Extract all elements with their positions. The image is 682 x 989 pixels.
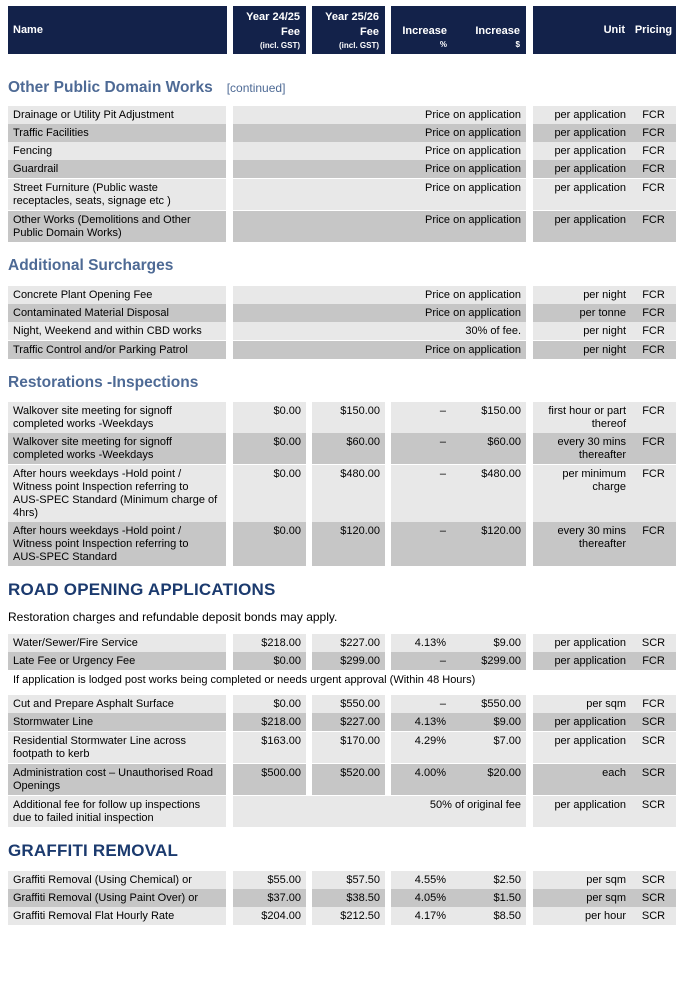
row-increase-dollar: $9.00: [453, 634, 526, 652]
row-name: [8, 211, 226, 242]
row-name: [8, 179, 226, 210]
table-row: [0, 106, 682, 124]
header-fee-2425-year: Year 24/25: [246, 10, 300, 23]
row-pricing: SCR: [631, 732, 676, 763]
row-increase-percent: –: [391, 402, 453, 433]
row-fee-2425: $0.00: [233, 522, 306, 566]
row-fee-2425: $218.00: [233, 634, 306, 652]
header-increase: [391, 6, 526, 54]
row-name-line: receptacles, seats, signage etc ): [13, 195, 171, 207]
row-unit: per application: [533, 732, 631, 763]
table-row: [0, 907, 682, 925]
table-row: [0, 402, 682, 433]
row-fee-2526: $212.50: [312, 907, 385, 925]
row-unit: per sqm: [533, 695, 631, 713]
row-name: [8, 522, 226, 566]
row-increase-percent: 4.13%: [391, 713, 453, 731]
row-unit: per sqm: [533, 889, 631, 907]
row-pricing: FCR: [631, 179, 676, 210]
table-row: [0, 465, 682, 522]
table-row: [0, 695, 682, 713]
row-pricing: FCR: [631, 522, 676, 566]
row-price: Price on application: [233, 179, 526, 210]
row-unit-line: every 30 mins: [557, 436, 626, 448]
row-unit-line: thereafter: [578, 538, 626, 550]
row-fee-2526: $150.00: [312, 402, 385, 433]
row-name: [8, 796, 226, 827]
section-title-additional-surcharges: [8, 257, 173, 275]
table-row: [0, 304, 682, 322]
row-price: Price on application: [233, 106, 526, 124]
row-pricing: SCR: [631, 889, 676, 907]
row-fee-2425: $55.00: [233, 871, 306, 889]
row-fee-2425: $0.00: [233, 433, 306, 464]
row-name-line: 4hrs): [13, 507, 39, 519]
row-increase-percent: 4.29%: [391, 732, 453, 763]
table-row: [0, 871, 682, 889]
row-fee-2526: $227.00: [312, 634, 385, 652]
row-name: [8, 465, 226, 522]
row-name-line: due to failed initial inspection: [13, 812, 154, 824]
table-row: [0, 142, 682, 160]
row-unit-line: per minimum: [562, 468, 626, 480]
row-fee-2526: $520.00: [312, 764, 385, 795]
row-name: [8, 764, 226, 795]
row-fee-2425: $500.00: [233, 764, 306, 795]
row-name-line: completed works -Weekdays: [13, 449, 154, 461]
row-pricing: SCR: [631, 634, 676, 652]
row-unit-line: charge: [592, 481, 626, 493]
row-unit: per application: [533, 211, 631, 242]
row-increase-percent: 4.05%: [391, 889, 453, 907]
table-row: [0, 124, 682, 142]
row-unit: each: [533, 764, 631, 795]
row-name: [8, 402, 226, 433]
row-increase-dollar: $299.00: [453, 652, 526, 670]
row-name: Guardrail: [8, 160, 226, 178]
row-increase-dollar: $480.00: [453, 465, 526, 522]
row-name: [8, 732, 226, 763]
table-row: [0, 322, 682, 340]
row-fee-2425: $37.00: [233, 889, 306, 907]
section-title-text: Other Public Domain Works: [8, 79, 213, 96]
table-row: [0, 732, 682, 763]
row-fee-2425: $0.00: [233, 695, 306, 713]
table-row: [0, 634, 682, 652]
row-increase-percent: –: [391, 522, 453, 566]
row-unit: per night: [533, 341, 631, 359]
row-pricing: FCR: [631, 286, 676, 304]
row-increase-dollar: $120.00: [453, 522, 526, 566]
row-name: Graffiti Removal (Using Chemical) or: [8, 871, 226, 889]
table-row: [0, 764, 682, 795]
row-price: 30% of fee.: [233, 322, 526, 340]
header-unit-label: Unit: [603, 23, 625, 36]
section-title-graffiti-removal: [8, 841, 178, 861]
section-title-restorations-inspections: [8, 374, 198, 392]
row-unit-line: thereof: [591, 418, 626, 430]
table-row: [0, 796, 682, 827]
row-name-line: Walkover site meeting for signoff: [13, 405, 172, 417]
row-increase-dollar: $20.00: [453, 764, 526, 795]
row-fee-2526: $57.50: [312, 871, 385, 889]
row-unit: [533, 465, 631, 522]
row-name: Traffic Control and/or Parking Patrol: [8, 341, 226, 359]
row-name-line: Witness point Inspection referring to: [13, 538, 189, 550]
row-pricing: FCR: [631, 304, 676, 322]
row-name-line: Additional fee for follow up inspections: [13, 799, 201, 811]
row-name: Night, Weekend and within CBD works: [8, 322, 226, 340]
row-name-line: footpath to kerb: [13, 748, 90, 760]
row-name-line: Residential Stormwater Line across: [13, 735, 187, 747]
header-fee-2425: [233, 6, 306, 54]
row-unit: [533, 522, 631, 566]
table-row: [0, 889, 682, 907]
row-name-line: Street Furniture (Public waste: [13, 182, 158, 194]
row-pricing: SCR: [631, 907, 676, 925]
header-fee-2526-fee: Fee: [360, 25, 379, 38]
header-pricing: [631, 6, 676, 54]
table-row: [0, 286, 682, 304]
row-price: Price on application: [233, 124, 526, 142]
header-unit: [533, 6, 631, 54]
row-fee-2425: $0.00: [233, 652, 306, 670]
row-fee-2526: $227.00: [312, 713, 385, 731]
row-price: 50% of original fee: [233, 796, 526, 827]
section-title-text: GRAFFITI REMOVAL: [8, 841, 179, 860]
section-title-text: ROAD OPENING APPLICATIONS: [8, 580, 276, 599]
header-fee-2425-gst: (incl. GST): [260, 40, 300, 50]
row-fee-2425: $0.00: [233, 402, 306, 433]
row-increase-percent: 4.00%: [391, 764, 453, 795]
row-name-line: completed works -Weekdays: [13, 418, 154, 430]
row-fee-2526: $480.00: [312, 465, 385, 522]
header-increase-percent-unit: %: [439, 40, 447, 49]
row-increase-percent: –: [391, 695, 453, 713]
table-row: [0, 433, 682, 464]
row-increase-percent: –: [391, 433, 453, 464]
row-name-line: Administration cost – Unauthorised Road: [13, 767, 213, 779]
row-fee-2526: $60.00: [312, 433, 385, 464]
row-pricing: FCR: [631, 341, 676, 359]
header-increase-dollar: [453, 6, 526, 54]
row-unit: per tonne: [533, 304, 631, 322]
row-pricing: SCR: [631, 764, 676, 795]
header-name-label: Name: [13, 23, 43, 36]
row-pricing: FCR: [631, 465, 676, 522]
section-title-text: Additional Surcharges: [8, 257, 174, 274]
section-title-text: Restorations -Inspections: [8, 374, 199, 391]
row-name-line: Openings: [13, 780, 61, 792]
row-unit: per application: [533, 160, 631, 178]
row-increase-dollar: $150.00: [453, 402, 526, 433]
row-name: Drainage or Utility Pit Adjustment: [8, 106, 226, 124]
header-fee-2526-gst: (incl. GST): [339, 40, 379, 50]
row-increase-dollar: $7.00: [453, 732, 526, 763]
row-increase-dollar: $8.50: [453, 907, 526, 925]
header-fee-2526-year: Year 25/26: [325, 10, 379, 23]
row-pricing: FCR: [631, 652, 676, 670]
row-unit: per application: [533, 652, 631, 670]
header-increase-percent: [391, 6, 453, 54]
row-name: Cut and Prepare Asphalt Surface: [8, 695, 226, 713]
row-name: Graffiti Removal (Using Paint Over) or: [8, 889, 226, 907]
header-fee-2425-fee: Fee: [281, 25, 300, 38]
row-increase-dollar: $550.00: [453, 695, 526, 713]
row-unit: per night: [533, 286, 631, 304]
header-increase-dollar-unit: $: [515, 40, 520, 49]
row-price: Price on application: [233, 142, 526, 160]
row-pricing: FCR: [631, 124, 676, 142]
table-row: [0, 160, 682, 178]
late-fee-note: If application is lodged post works being completed or needs urgent approval (Within 48 Hours): [8, 671, 676, 689]
header-increase-dollar-label: Increase: [475, 25, 520, 37]
row-unit: per sqm: [533, 871, 631, 889]
table-header: [0, 6, 682, 54]
table-row: [0, 211, 682, 242]
row-name: Late Fee or Urgency Fee: [8, 652, 226, 670]
row-fee-2526: $120.00: [312, 522, 385, 566]
row-fee-2425: $204.00: [233, 907, 306, 925]
row-unit-line: every 30 mins: [557, 525, 626, 537]
row-increase-dollar: $60.00: [453, 433, 526, 464]
row-name-line: Witness point Inspection referring to: [13, 481, 189, 493]
section-title-road-opening-applications: [8, 580, 276, 600]
row-fee-2425: $218.00: [233, 713, 306, 731]
row-name-line: Other Works (Demolitions and Other: [13, 214, 191, 226]
row-name: Traffic Facilities: [8, 124, 226, 142]
row-name-line: AUS-SPEC Standard (Minimum charge of: [13, 494, 218, 506]
row-increase-percent: –: [391, 465, 453, 522]
row-pricing: FCR: [631, 322, 676, 340]
row-pricing: FCR: [631, 433, 676, 464]
table-row: [0, 652, 682, 670]
row-pricing: SCR: [631, 796, 676, 827]
row-unit: per night: [533, 322, 631, 340]
row-fee-2526: $38.50: [312, 889, 385, 907]
row-increase-percent: –: [391, 652, 453, 670]
row-unit: per application: [533, 713, 631, 731]
row-unit-line: thereafter: [578, 449, 626, 461]
row-pricing: FCR: [631, 160, 676, 178]
table-row: [0, 341, 682, 359]
row-unit: per application: [533, 179, 631, 210]
row-increase-dollar: $1.50: [453, 889, 526, 907]
row-increase-percent: 4.13%: [391, 634, 453, 652]
row-name-line: After hours weekdays -Hold point /: [13, 468, 182, 480]
row-unit: per hour: [533, 907, 631, 925]
row-pricing: FCR: [631, 402, 676, 433]
row-name: Stormwater Line: [8, 713, 226, 731]
row-fee-2526: $550.00: [312, 695, 385, 713]
row-unit-line: first hour or part: [548, 405, 626, 417]
row-unit: [533, 402, 631, 433]
row-unit: per application: [533, 796, 631, 827]
row-name: Water/Sewer/Fire Service: [8, 634, 226, 652]
row-pricing: FCR: [631, 106, 676, 124]
row-price: Price on application: [233, 304, 526, 322]
row-name: Concrete Plant Opening Fee: [8, 286, 226, 304]
row-fee-2425: $163.00: [233, 732, 306, 763]
row-fee-2425: $0.00: [233, 465, 306, 522]
table-row: [0, 522, 682, 566]
row-pricing: SCR: [631, 871, 676, 889]
row-pricing: FCR: [631, 142, 676, 160]
row-pricing: SCR: [631, 713, 676, 731]
row-fee-2526: $170.00: [312, 732, 385, 763]
row-unit: per application: [533, 142, 631, 160]
row-price: Price on application: [233, 341, 526, 359]
row-increase-dollar: $9.00: [453, 713, 526, 731]
row-name: Fencing: [8, 142, 226, 160]
row-unit: [533, 433, 631, 464]
road-opening-note: Restoration charges and refundable deposit bonds may apply.: [8, 610, 338, 624]
row-price: Price on application: [233, 286, 526, 304]
row-price: Price on application: [233, 211, 526, 242]
row-increase-dollar: $2.50: [453, 871, 526, 889]
row-name: Contaminated Material Disposal: [8, 304, 226, 322]
continued-label: [continued]: [226, 81, 286, 95]
row-unit: per application: [533, 106, 631, 124]
row-unit: per application: [533, 124, 631, 142]
row-name-line: AUS-SPEC Standard: [13, 551, 117, 563]
section-title-other-public-domain-works: [8, 79, 285, 97]
row-unit: per application: [533, 634, 631, 652]
row-name: Graffiti Removal Flat Hourly Rate: [8, 907, 226, 925]
row-name-line: Walkover site meeting for signoff: [13, 436, 172, 448]
table-row: [0, 713, 682, 731]
row-name-line: After hours weekdays -Hold point /: [13, 525, 182, 537]
row-price: Price on application: [233, 160, 526, 178]
header-name: [8, 6, 227, 54]
row-increase-percent: 4.17%: [391, 907, 453, 925]
table-row: [0, 179, 682, 210]
row-fee-2526: $299.00: [312, 652, 385, 670]
row-pricing: FCR: [631, 695, 676, 713]
row-name-line: Public Domain Works): [13, 227, 122, 239]
row-increase-percent: 4.55%: [391, 871, 453, 889]
header-pricing-label: Pricing: [634, 23, 673, 36]
row-name: [8, 433, 226, 464]
row-pricing: FCR: [631, 211, 676, 242]
header-fee-2526: [312, 6, 385, 54]
header-increase-percent-label: Increase: [402, 25, 447, 37]
